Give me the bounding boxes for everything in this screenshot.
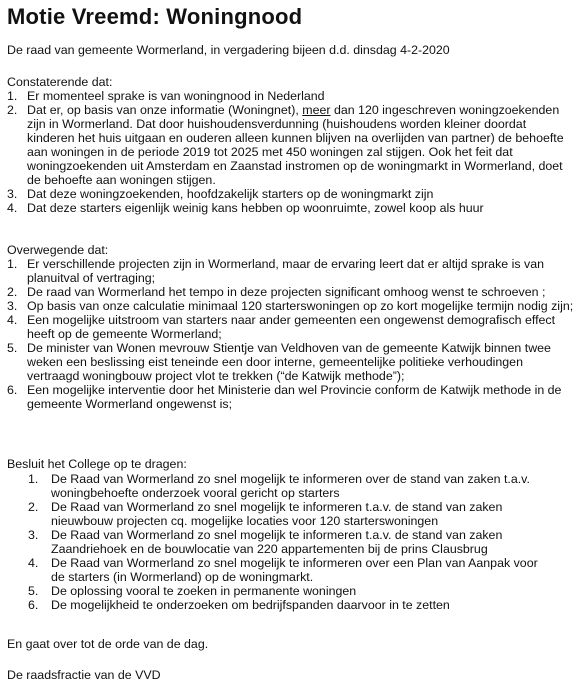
list-number: 1. — [7, 257, 18, 271]
closing-text: En gaat over tot de orde van de dag. — [7, 637, 209, 651]
list-item — [28, 556, 548, 584]
list-text: Dat deze woningzoekenden, hoofdzakelijk starters op de woningmarkt zijn — [27, 187, 434, 201]
list-item — [28, 500, 548, 528]
list-text: De oplossing vooral te zoeken in permanente woningen — [51, 584, 357, 598]
list-item — [28, 472, 548, 500]
list-item — [28, 584, 548, 598]
list-item — [28, 528, 548, 556]
list-item — [28, 598, 548, 612]
list-number: 6. — [28, 598, 39, 612]
list-text: De minister van Wonen mevrouw Stientje van Veldhoven van de gemeente Katwijk binnen twee weken een beslissing eist teneinde een door interne, gemeentelijke politieke verhoudingen vertraagd woningbouw project vlot te trekken (“de Katwijk methode”); — [27, 341, 551, 383]
list-text: Een mogelijke uitstroom van starters naar ander gemeenten een ongewenst demografisch effect heeft op de gemeente Wormerland; — [27, 313, 556, 341]
constaterende-list — [7, 89, 577, 215]
list-number: 5. — [7, 341, 18, 355]
list-number: 5. — [28, 584, 39, 598]
list-number: 2. — [28, 500, 39, 514]
list-text: De Raad van Wormerland zo snel mogelijk te informeren over de stand van zaken t.a.v. woningbehoefte onderzoek vooral gericht op starters — [51, 472, 530, 500]
list-number: 3. — [7, 187, 18, 201]
list-text: Dat deze starters eigenlijk weinig kans hebben op woonruimte, zowel koop als huur — [27, 201, 484, 215]
page-title: Motie Vreemd: Woningnood — [7, 4, 303, 29]
list-text: De raad van Wormerland het tempo in deze projecten significant omhoog wenst te schroeven ; — [27, 285, 546, 299]
list-item — [7, 313, 577, 341]
list-item — [7, 341, 577, 383]
list-text: Dat er, op basis van onze informatie (Woningnet), — [27, 103, 303, 117]
overwegende-heading: Overwegende dat: — [7, 243, 109, 257]
list-text: Er verschillende projecten zijn in Wormerland, maar de ervaring leert dat er altijd sprake is van planuitval of vertraging; — [27, 257, 544, 285]
besluit-heading: Besluit het College op te dragen: — [7, 457, 187, 471]
list-number: 4. — [7, 201, 18, 215]
list-text: De mogelijkheid te onderzoeken om bedrijfspanden daarvoor in te zetten — [51, 598, 450, 612]
signature-text: De raadsfractie van de VVD — [7, 668, 161, 682]
list-text: De Raad van Wormerland zo snel mogelijk te informeren t.a.v. de stand van zaken Zaandriehoek en de bouwlocatie van 220 appartementen bij de prins Clausbrug — [51, 528, 503, 556]
underlined-word: meer — [302, 103, 331, 117]
list-number: 2. — [7, 103, 18, 117]
list-item — [7, 383, 577, 411]
list-text: Er momenteel sprake is van woningnood in Nederland — [27, 89, 325, 103]
besluit-list — [28, 472, 548, 612]
list-number: 3. — [7, 299, 18, 313]
constaterende-heading: Constaterende dat: — [7, 75, 113, 89]
intro-text: De raad van gemeente Wormerland, in vergadering bijeen d.d. dinsdag 4-2-2020 — [7, 43, 450, 57]
list-text: De Raad van Wormerland zo snel mogelijk te informeren over een Plan van Aanpak voor de starters (in Wormerland) op de woningmarkt. — [51, 556, 538, 584]
list-number: 6. — [7, 383, 18, 397]
list-item — [7, 103, 577, 187]
list-number: 1. — [7, 89, 18, 103]
list-number: 3. — [28, 528, 39, 542]
list-text: Een mogelijke interventie door het Ministerie dan wel Provincie conform de Katwijk methode in de gemeente Wormerland ongewenst is; — [27, 383, 562, 411]
list-text: Op basis van onze calculatie minimaal 120 starterswoningen op zo kort mogelijke termijn nodig zijn; — [27, 299, 574, 313]
list-number: 4. — [28, 556, 39, 570]
overwegende-list — [7, 257, 577, 411]
list-text: dan 120 ingeschreven woningzoekenden zijn in Wormerland. Dat door huishoudensverdunning (huishoudens worden kleiner doordat kinderen het huis uitgaan en ouderen alleen kunnen blijven na overlijden van partner) de behoefte aan woningen in de periode 2019 tot 2025 met 450 woningen zal stijgen. Ook het feit dat woningzoekenden uit Amsterdam en Zaanstad instromen op de woningmarkt in Wormerland, doet de behoefte aan woningen stijgen. — [27, 103, 564, 187]
list-text: De Raad van Wormerland zo snel mogelijk te informeren t.a.v. de stand van zaken nieuwbouw projecten cq. mogelijke locaties voor 120 starterswoningen — [51, 500, 503, 528]
list-item — [7, 285, 577, 299]
list-number: 1. — [28, 472, 39, 486]
list-item — [7, 187, 577, 201]
list-item — [7, 89, 577, 103]
list-number: 4. — [7, 313, 18, 327]
list-item — [7, 257, 577, 285]
list-item — [7, 299, 577, 313]
list-number: 2. — [7, 285, 18, 299]
list-item — [7, 201, 577, 215]
